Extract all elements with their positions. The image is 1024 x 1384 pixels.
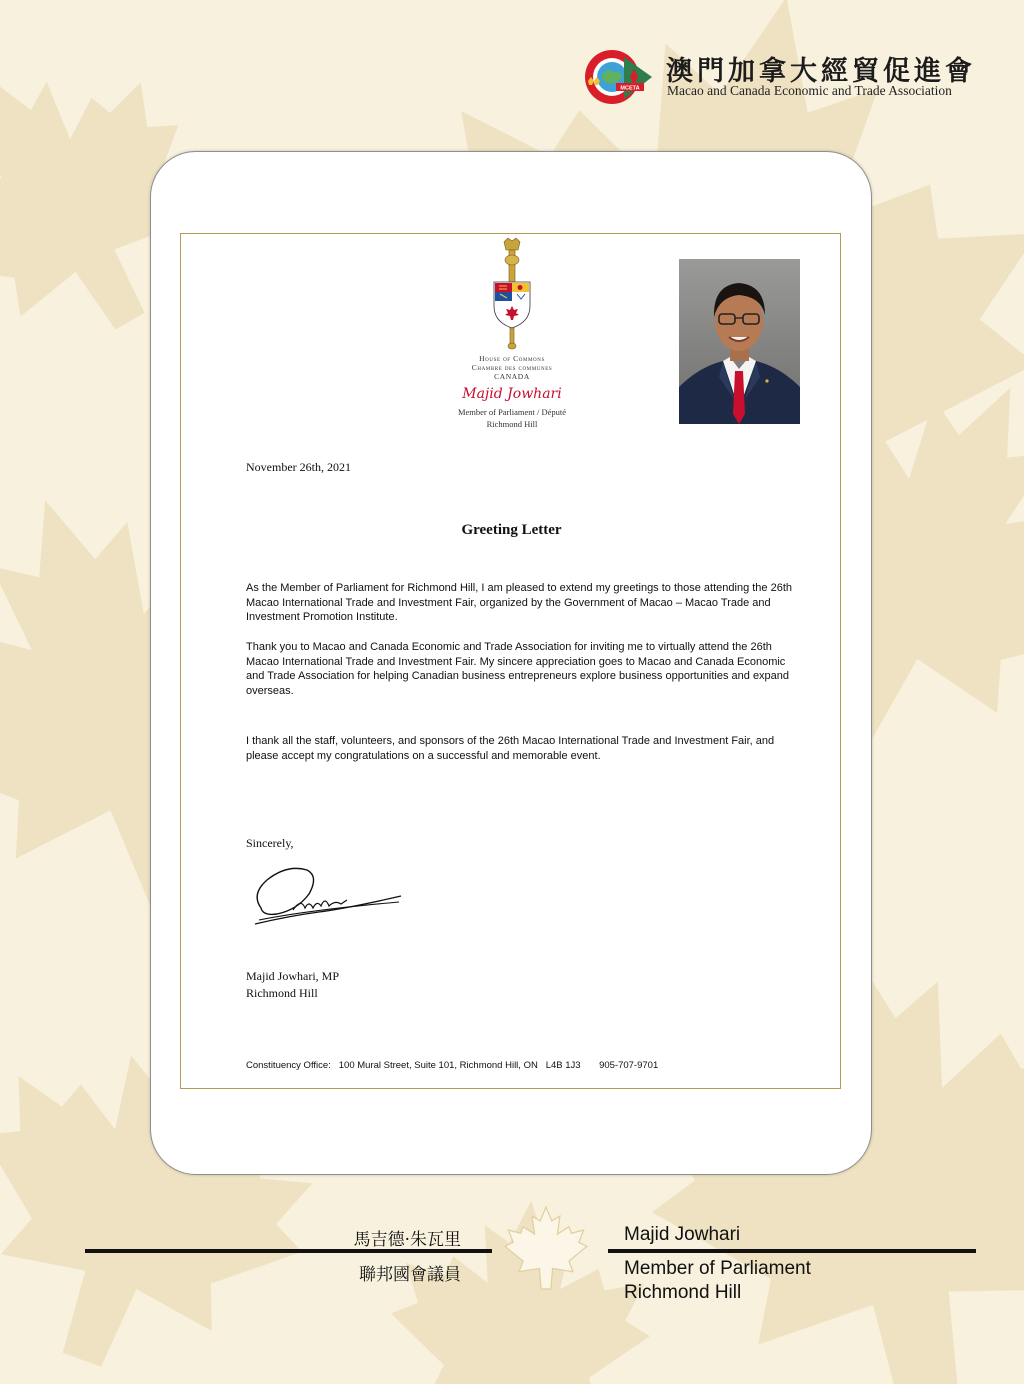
logo-abbrev: MCETA xyxy=(620,85,640,92)
footer-name-cn: 馬吉德·朱瓦里 xyxy=(353,1230,461,1250)
letterhead-line-2: Chambre des communes xyxy=(471,363,553,372)
signer-riding: Richmond Hill xyxy=(246,986,318,1000)
footer-title-en-line-1: Member of Parliament xyxy=(624,1258,811,1279)
org-header xyxy=(580,45,1000,110)
greeting-letter xyxy=(180,233,841,1089)
footer-divider-right xyxy=(608,1249,976,1253)
mp-portrait-photo xyxy=(679,259,800,424)
footer-title-cn: 聯邦國會議員 xyxy=(359,1265,461,1285)
letter-date: November 26th, 2021 xyxy=(246,460,351,474)
maple-leaf-outline-icon xyxy=(488,1205,604,1291)
footer-title-en-line-2: Richmond Hill xyxy=(624,1282,742,1303)
mp-riding: Richmond Hill xyxy=(486,419,538,429)
signer-name: Majid Jowhari, MP xyxy=(246,969,339,983)
constituency-office-line: Constituency Office: 100 Mural Street, Suite 101, Richmond Hill, ON L4B 1J3 905-707-9701 xyxy=(246,1060,659,1071)
letter-closing: Sincerely, xyxy=(246,836,294,850)
org-name-en: Macao and Canada Economic and Trade Association xyxy=(667,83,952,98)
letter-paragraph-1: As the Member of Parliament for Richmond Hill, I am pleased to extend my greetings to those attending the 26th Macao International Trade and Investment Fair, organized by the Government of Macao – Macao Trade and Investment Promotion Institute. xyxy=(246,582,793,623)
letter-paragraph-3: I thank all the staff, volunteers, and sponsors of the 26th Macao International Trade and Investment Fair, and please accept my congratulations on a successful and memorable event. xyxy=(246,735,775,762)
letterhead-block xyxy=(381,354,643,430)
mceta-logo-icon xyxy=(582,47,658,107)
signer-block xyxy=(246,968,339,1002)
handwritten-signature xyxy=(249,850,409,930)
mp-role: Member of Parliament / Député xyxy=(457,407,567,417)
org-name-cn: 澳門加拿大經貿促進會 xyxy=(666,56,976,87)
house-of-commons-crest-icon xyxy=(490,236,534,354)
mp-name-script: Majid Jowhari xyxy=(462,386,562,402)
footer-title-en xyxy=(624,1257,811,1305)
footer-name-en: Majid Jowhari xyxy=(624,1224,741,1245)
letterhead-line-1: House of Commons xyxy=(479,354,545,363)
letter-paragraph-2: Thank you to Macao and Canada Economic and Trade Association for inviting me to virtually attend the 26th Macao International Trade and Investment Fair. My sincere appreciation goes to Macao and Canada Economic and Trade Association for helping Canadian business entrepreneurs explore business opportunities and expand overseas. xyxy=(246,641,790,697)
letterhead-line-3: CANADA xyxy=(494,372,530,381)
letter-title: Greeting Letter xyxy=(461,522,562,538)
